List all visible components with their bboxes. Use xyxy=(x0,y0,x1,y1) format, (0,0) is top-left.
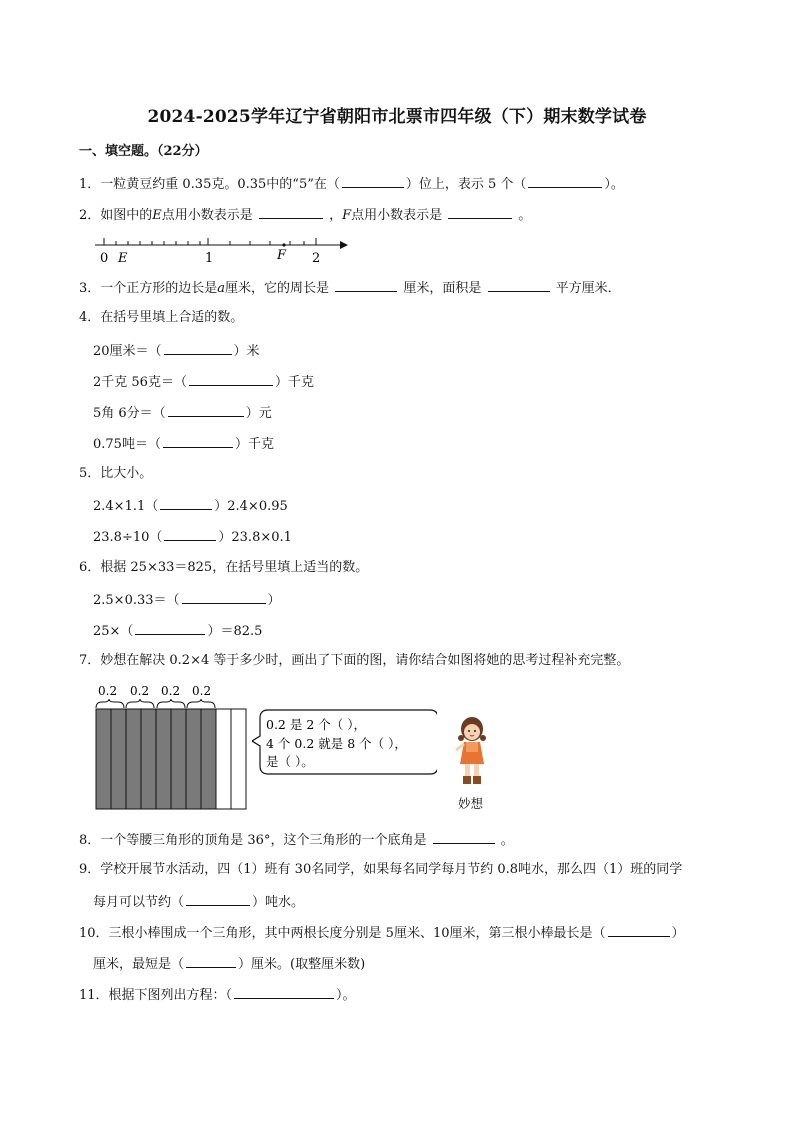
question-9-cont: 每月可以节约（ ）吨水。 xyxy=(93,892,304,912)
brace-label: 0.2 xyxy=(98,684,118,698)
number-line xyxy=(90,234,355,266)
q5-item: 23.8÷10（ ）23.8×0.1 xyxy=(93,527,292,547)
answer-blank[interactable] xyxy=(186,954,236,968)
page-title: 2024-2025学年辽宁省朝阳市北票市四年级（下）期末数学试卷 xyxy=(147,107,647,127)
bubble-line: 4 个 0.2 就是 8 个（ ）， xyxy=(266,736,407,751)
answer-blank[interactable] xyxy=(528,174,602,188)
axis-label-1: 1 xyxy=(205,251,214,266)
bubble-line: 0.2 是 2 个（ ）， xyxy=(266,717,366,732)
answer-blank[interactable] xyxy=(168,403,244,417)
character-name: 妙想 xyxy=(458,796,484,811)
answer-blank[interactable] xyxy=(160,496,212,510)
answer-blank[interactable] xyxy=(259,205,323,219)
answer-blank[interactable] xyxy=(135,621,205,635)
answer-blank[interactable] xyxy=(189,372,273,386)
q6-item: 2.5×0.33＝（ ） xyxy=(93,590,281,610)
answer-blank[interactable] xyxy=(163,434,233,448)
brace-label: 0.2 xyxy=(161,684,181,698)
question-5: 5．比大小。 xyxy=(79,466,153,481)
speech-bubble xyxy=(252,708,437,778)
q4-item: 0.75吨＝（ ）千克 xyxy=(93,434,274,454)
axis-label-f: F xyxy=(277,248,287,263)
question-1: 1．一粒黄豆约重 0.35克。0.35中的“5”在（ ）位上，表示 5 个（ ）。 xyxy=(79,174,624,194)
answer-blank[interactable] xyxy=(164,341,232,355)
girl-character-icon xyxy=(448,714,496,792)
answer-blank[interactable] xyxy=(342,174,404,188)
axis-label-e: E xyxy=(118,251,128,266)
question-3: 3．一个正方形的边长是a厘米，它的周长是 厘米，面积是 平方厘米． xyxy=(79,278,621,298)
question-9: 9．学校开展节水活动，四（1）班有 30名同学，如果每名同学每月节约 0.8吨水，那么四（1）班的同学 xyxy=(79,862,683,877)
bubble-line: 是（ ）。 xyxy=(266,754,314,769)
answer-blank[interactable] xyxy=(164,527,216,541)
answer-blank[interactable] xyxy=(488,278,550,292)
question-4: 4．在括号里填上合适的数。 xyxy=(79,310,244,325)
answer-blank[interactable] xyxy=(186,892,250,906)
question-7: 7．妙想在解决 0.2×4 等于多少时，画出了下面的图，请你结合如图将她的思考过程补充完整。 xyxy=(79,653,630,668)
question-11: 11．根据下图列出方程：（ ）。 xyxy=(79,985,356,1005)
question-6: 6．根据 25×33＝825，在括号里填上适当的数。 xyxy=(79,560,369,575)
answer-blank[interactable] xyxy=(608,923,670,937)
question-10: 10．三根小棒围成一个三角形，其中两根长度分别是 5厘米、10厘米，第三根小棒最长是（ ） xyxy=(79,923,685,943)
q4-item: 5角 6分＝（ ）元 xyxy=(93,403,272,423)
brace-label: 0.2 xyxy=(130,684,150,698)
axis-label-0: 0 xyxy=(100,251,109,266)
question-2: 2．如图中的E点用小数表示是 ，F点用小数表示是 。 xyxy=(79,205,531,225)
answer-blank[interactable] xyxy=(335,278,397,292)
answer-blank[interactable] xyxy=(433,830,495,844)
answer-blank[interactable] xyxy=(234,985,334,999)
question-8: 8．一个等腰三角形的顶角是 36°，这个三角形的一个底角是 。 xyxy=(79,830,514,850)
q4-item: 2千克 56克＝（ ）千克 xyxy=(93,372,314,392)
strip-diagram xyxy=(92,680,252,815)
question-10-cont: 厘米，最短是（ ）厘米。(取整厘米数) xyxy=(93,954,365,974)
q4-item: 20厘米＝（ ）米 xyxy=(93,341,260,361)
q6-item: 25×（ ）＝82.5 xyxy=(93,621,262,641)
brace-label: 0.2 xyxy=(192,684,212,698)
answer-blank[interactable] xyxy=(448,205,512,219)
q5-item: 2.4×1.1（ ）2.4×0.95 xyxy=(93,496,288,516)
point-f-marker xyxy=(282,243,285,246)
axis-label-2: 2 xyxy=(312,251,321,266)
answer-blank[interactable] xyxy=(182,590,266,604)
section-heading: 一、填空题。（22分） xyxy=(79,144,208,159)
